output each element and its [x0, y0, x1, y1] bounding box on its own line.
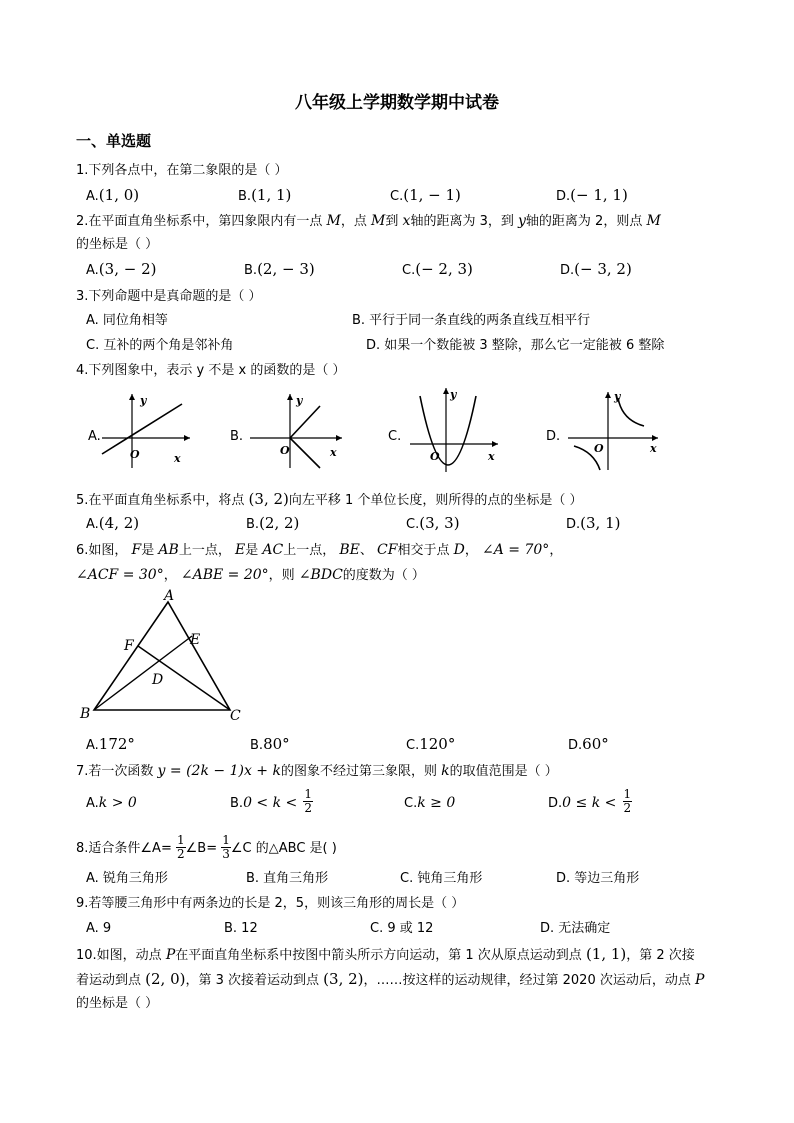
- question-10-stem-line1: 10.如图，动点 P在平面直角坐标系中按图中箭头所示方向运动，第 1 次从原点运动到点 (1, 1)，第 2 次接: [76, 945, 695, 963]
- q7-option-d[interactable]: D.0 ≤ k < $\frac{1}{2}$: [548, 787, 632, 815]
- vertex-a: A: [164, 588, 175, 604]
- q8-option-d[interactable]: D. 等边三角形: [556, 871, 640, 886]
- q7-option-c[interactable]: C.k ≥ 0: [404, 795, 456, 811]
- section-heading: 一、单选题: [76, 132, 152, 150]
- question-6-stem-line2: ∠ACF = 30°， ∠ABE = 20°，则 ∠BDC的度数为（ ）: [76, 567, 425, 583]
- q9-option-a[interactable]: A. 9: [86, 921, 112, 936]
- point-f: F: [124, 638, 134, 654]
- question-4-stem: 4.下列图象中，表示 y 不是 x 的函数的是（ ）: [76, 363, 346, 378]
- q3-option-b[interactable]: B. 平行于同一条直线的两条直线互相平行: [352, 313, 591, 328]
- option-value: (− 1, 1): [570, 186, 628, 204]
- q9-option-c[interactable]: C. 9 或 12: [370, 921, 434, 936]
- q3-option-a[interactable]: A. 同位角相等: [86, 313, 168, 328]
- q3-option-c[interactable]: C. 互补的两个角是邻补角: [86, 338, 234, 353]
- axis-label-x: x: [174, 452, 181, 465]
- q6-triangle-figure: [72, 586, 252, 722]
- q4-graph-b: [248, 388, 348, 470]
- q8-option-b[interactable]: B. 直角三角形: [246, 871, 329, 886]
- q4-graph-a: [96, 388, 196, 470]
- question-9-stem: 9.若等腰三角形中有两条边的长是 2，5，则该三角形的周长是（ ）: [76, 896, 465, 911]
- origin-label: O: [130, 448, 140, 461]
- svg-text:y: y: [614, 390, 621, 403]
- fraction-one-half: $\frac{1}{2}$: [176, 833, 185, 861]
- question-10-stem-line3: 的坐标是（ ）: [76, 996, 159, 1011]
- lower-ray: [290, 438, 320, 468]
- fraction-one-half: $\frac{1}{2}$: [304, 787, 313, 815]
- question-8-stem: 8.适合条件∠A= $\frac{1}{2}$ ∠B= $\frac{1}{3}$ ∠C 的△ABC 是( ): [76, 833, 337, 861]
- q1-option-b[interactable]: [238, 186, 291, 206]
- question-10-stem-line2: 着运动到点 (2, 0)，第 3 次接着运动到点 (3, 2)，……按这样的运动规律，经过第 2020 次运动后，动点 P: [76, 970, 705, 988]
- q6-option-a[interactable]: A.172°: [86, 735, 135, 753]
- q7-option-a[interactable]: A.k > 0: [86, 795, 137, 811]
- parabola: [420, 396, 476, 465]
- q9-option-d[interactable]: D. 无法确定: [540, 921, 611, 936]
- q4-option-b[interactable]: B.: [230, 429, 244, 444]
- svg-text:x: x: [330, 446, 337, 459]
- q2-option-d[interactable]: D.(− 3, 2): [560, 260, 632, 278]
- question-3-stem: 3.下列命题中是真命题的是（ ）: [76, 289, 262, 304]
- vertex-b: B: [80, 706, 91, 722]
- option-letter: A.: [86, 189, 99, 204]
- q4-option-c[interactable]: C.: [388, 429, 402, 444]
- option-letter: C.: [390, 189, 404, 204]
- q1-option-a[interactable]: [86, 186, 139, 206]
- function-line: [102, 404, 182, 454]
- option-letter: B.: [238, 189, 252, 204]
- svg-text:O: O: [594, 442, 604, 455]
- q4-option-a[interactable]: A.: [88, 429, 101, 444]
- svg-text:x: x: [488, 450, 495, 463]
- q6-option-b[interactable]: B.80°: [250, 735, 290, 753]
- q1-option-c[interactable]: [390, 186, 461, 206]
- svg-text:y: y: [296, 394, 303, 407]
- q8-option-a[interactable]: A. 锐角三角形: [86, 871, 168, 886]
- fraction-one-half: $\frac{1}{2}$: [623, 787, 632, 815]
- svg-text:x: x: [650, 442, 657, 455]
- question-2-stem-line1: 2.在平面直角坐标系中，第四象限内有一点 M，点 M到 x轴的距离为 3，到 y轴的距离为 2，则点 M: [76, 213, 661, 229]
- option-value: (1, 1): [251, 186, 292, 204]
- q7-option-b[interactable]: B.0 < k < $\frac{1}{2}$: [230, 787, 313, 815]
- q5-option-a[interactable]: A.(4, 2): [86, 514, 140, 532]
- fraction-one-third: $\frac{1}{3}$: [222, 833, 230, 861]
- upper-ray: [290, 406, 320, 438]
- question-7-stem: 7.若一次函数 y = (2k − 1)x + k的图象不经过第三象限，则 k的取值范围是（ ）: [76, 763, 558, 779]
- option-value: (1, 0): [98, 186, 140, 204]
- q2-option-a[interactable]: A.(3, − 2): [86, 260, 157, 278]
- page-title: 八年级上学期数学期中试卷: [295, 93, 499, 113]
- svg-text:y: y: [450, 388, 457, 401]
- q4-option-d[interactable]: D.: [546, 429, 561, 444]
- q6-option-c[interactable]: C.120°: [406, 735, 456, 753]
- q2-option-b[interactable]: B.(2, − 3): [244, 260, 315, 278]
- option-letter: D.: [556, 189, 571, 204]
- question-6-stem-line1: 6.如图， F是 AB上一点， E是 AC上一点， BE、 CF相交于点 D， ∠A = 70°，: [76, 542, 563, 558]
- question-2-stem-line2: 的坐标是（ ）: [76, 237, 159, 252]
- q2-option-c[interactable]: C.(− 2, 3): [402, 260, 473, 278]
- q5-option-b[interactable]: B.(2, 2): [246, 514, 300, 532]
- q3-option-d[interactable]: D. 如果一个数能被 3 整除，那么它一定能被 6 整除: [366, 338, 665, 353]
- q4-graph-d: [564, 386, 664, 472]
- vertex-c: C: [230, 708, 241, 722]
- question-5-stem: 5.在平面直角坐标系中，将点 (3, 2)向左平移 1 个单位长度，则所得的点的坐标是（ ）: [76, 490, 583, 508]
- question-1-stem: 1.下列各点中，在第二象限的是（ ）: [76, 163, 288, 178]
- q5-option-d[interactable]: D.(3, 1): [566, 514, 621, 532]
- point-e: E: [190, 632, 201, 648]
- point-d: D: [152, 672, 164, 688]
- q5-option-c[interactable]: C.(3, 3): [406, 514, 460, 532]
- option-value: (1, − 1): [403, 186, 461, 204]
- hyperbola-branch-1: [618, 398, 644, 426]
- svg-text:O: O: [280, 444, 290, 457]
- q8-option-c[interactable]: C. 钝角三角形: [400, 871, 483, 886]
- q9-option-b[interactable]: B. 12: [224, 921, 258, 936]
- q6-option-d[interactable]: D.60°: [568, 735, 609, 753]
- axis-label-y: y: [140, 394, 147, 407]
- q1-option-d[interactable]: [556, 186, 628, 206]
- q4-graph-c: [404, 384, 504, 474]
- svg-text:O: O: [430, 450, 440, 463]
